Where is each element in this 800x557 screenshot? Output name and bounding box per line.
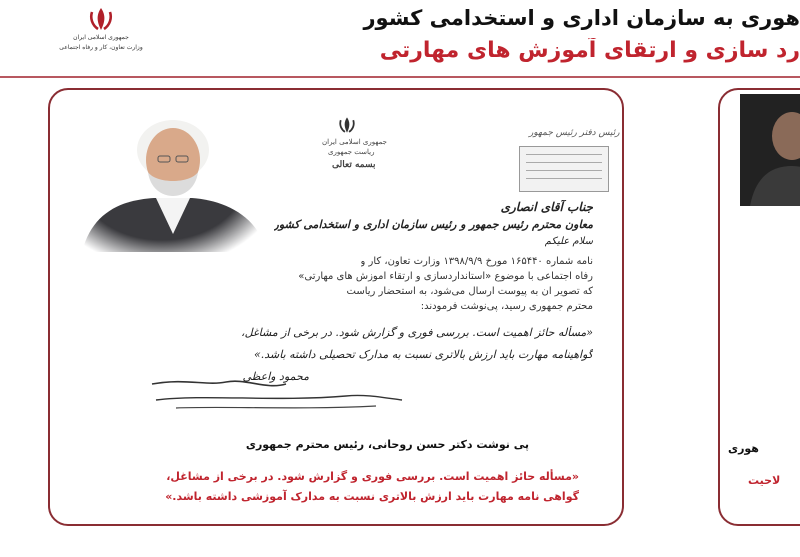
second-card-text: لاحیت <box>748 474 781 487</box>
president-portrait-icon <box>72 102 272 252</box>
letter-body-line: محترم جمهوری رسید، پی‌نوشت فرمودند: <box>420 301 593 312</box>
letterhead-line: بسمه تعالی <box>332 160 376 170</box>
header-divider <box>0 76 800 78</box>
letter-salutation: جناب آقای انصاری <box>500 200 593 214</box>
letter-greeting: سلام علیکم <box>544 236 593 247</box>
letter-image <box>64 100 620 525</box>
handwritten-note-line: «مسأله حائز اهمیت است. بررسی فوری و گزارش شود. در برخی از مشاغل، <box>241 326 593 339</box>
second-card-text: هوری <box>728 442 759 455</box>
letter-addressee: معاون محترم رئیس جمهور و رئیس سازمان اداری و استخدامی کشور <box>273 218 593 231</box>
page-title: هوری به سازمان اداری و استخدامی کشور <box>363 6 800 30</box>
letter-top-note: رئیس دفتر رئیس جمهور <box>529 128 620 138</box>
minister-photo <box>740 94 800 206</box>
letter-body-line: رفاه اجتماعی با موضوع «استانداردسازی و ارتقاء آموزش های مهارتی» <box>298 271 593 282</box>
caption-signer: پی نوشت دکتر حسن روحانی، رئیس محترم جمهوری <box>245 438 529 451</box>
registration-stamp <box>519 146 609 192</box>
letterhead-emblem-icon <box>336 116 358 134</box>
letterhead-line: جمهوری اسلامی ایران <box>322 138 387 146</box>
iran-emblem-icon <box>86 6 116 32</box>
emblem-line: جمهوری اسلامی ایران <box>73 34 129 41</box>
second-card <box>718 88 800 526</box>
letter-body-line: که تصویر آن به پیوست ارسال می‌شود، به استحضار ریاست <box>346 286 593 297</box>
handwritten-note-line: گواهینامه مهارت باید ارزش بالاتری نسبت به مدارک تحصیلی داشته باشد.» <box>254 348 593 361</box>
ministry-emblem <box>52 6 150 56</box>
signature-name: محمود واعظی <box>242 370 309 383</box>
emblem-line: وزارت تعاون، کار و رفاه اجتماعی <box>59 44 143 51</box>
letterhead-line: ریاست جمهوری <box>328 148 375 156</box>
letter-body-line: نامه شماره ۱۶۵۴۴۰ مورخ ۱۳۹۸/۹/۹ وزارت تعاون، کار و <box>360 256 593 267</box>
caption-quote-line: گواهی نامه مهارت باید ارزش بالاتری نسبت به مدارک آموزشی داشته باشد.» <box>165 490 579 503</box>
page-subtitle: رد سازی و ارتقای آموزش های مهارتی <box>379 38 800 63</box>
caption-quote-line: «مسأله حائز اهمیت است. بررسی فوری و گزارش شود. در برخی از مشاغل، <box>166 470 579 483</box>
letter-card <box>48 88 624 526</box>
person-photo-icon <box>740 94 800 206</box>
header <box>0 0 800 76</box>
